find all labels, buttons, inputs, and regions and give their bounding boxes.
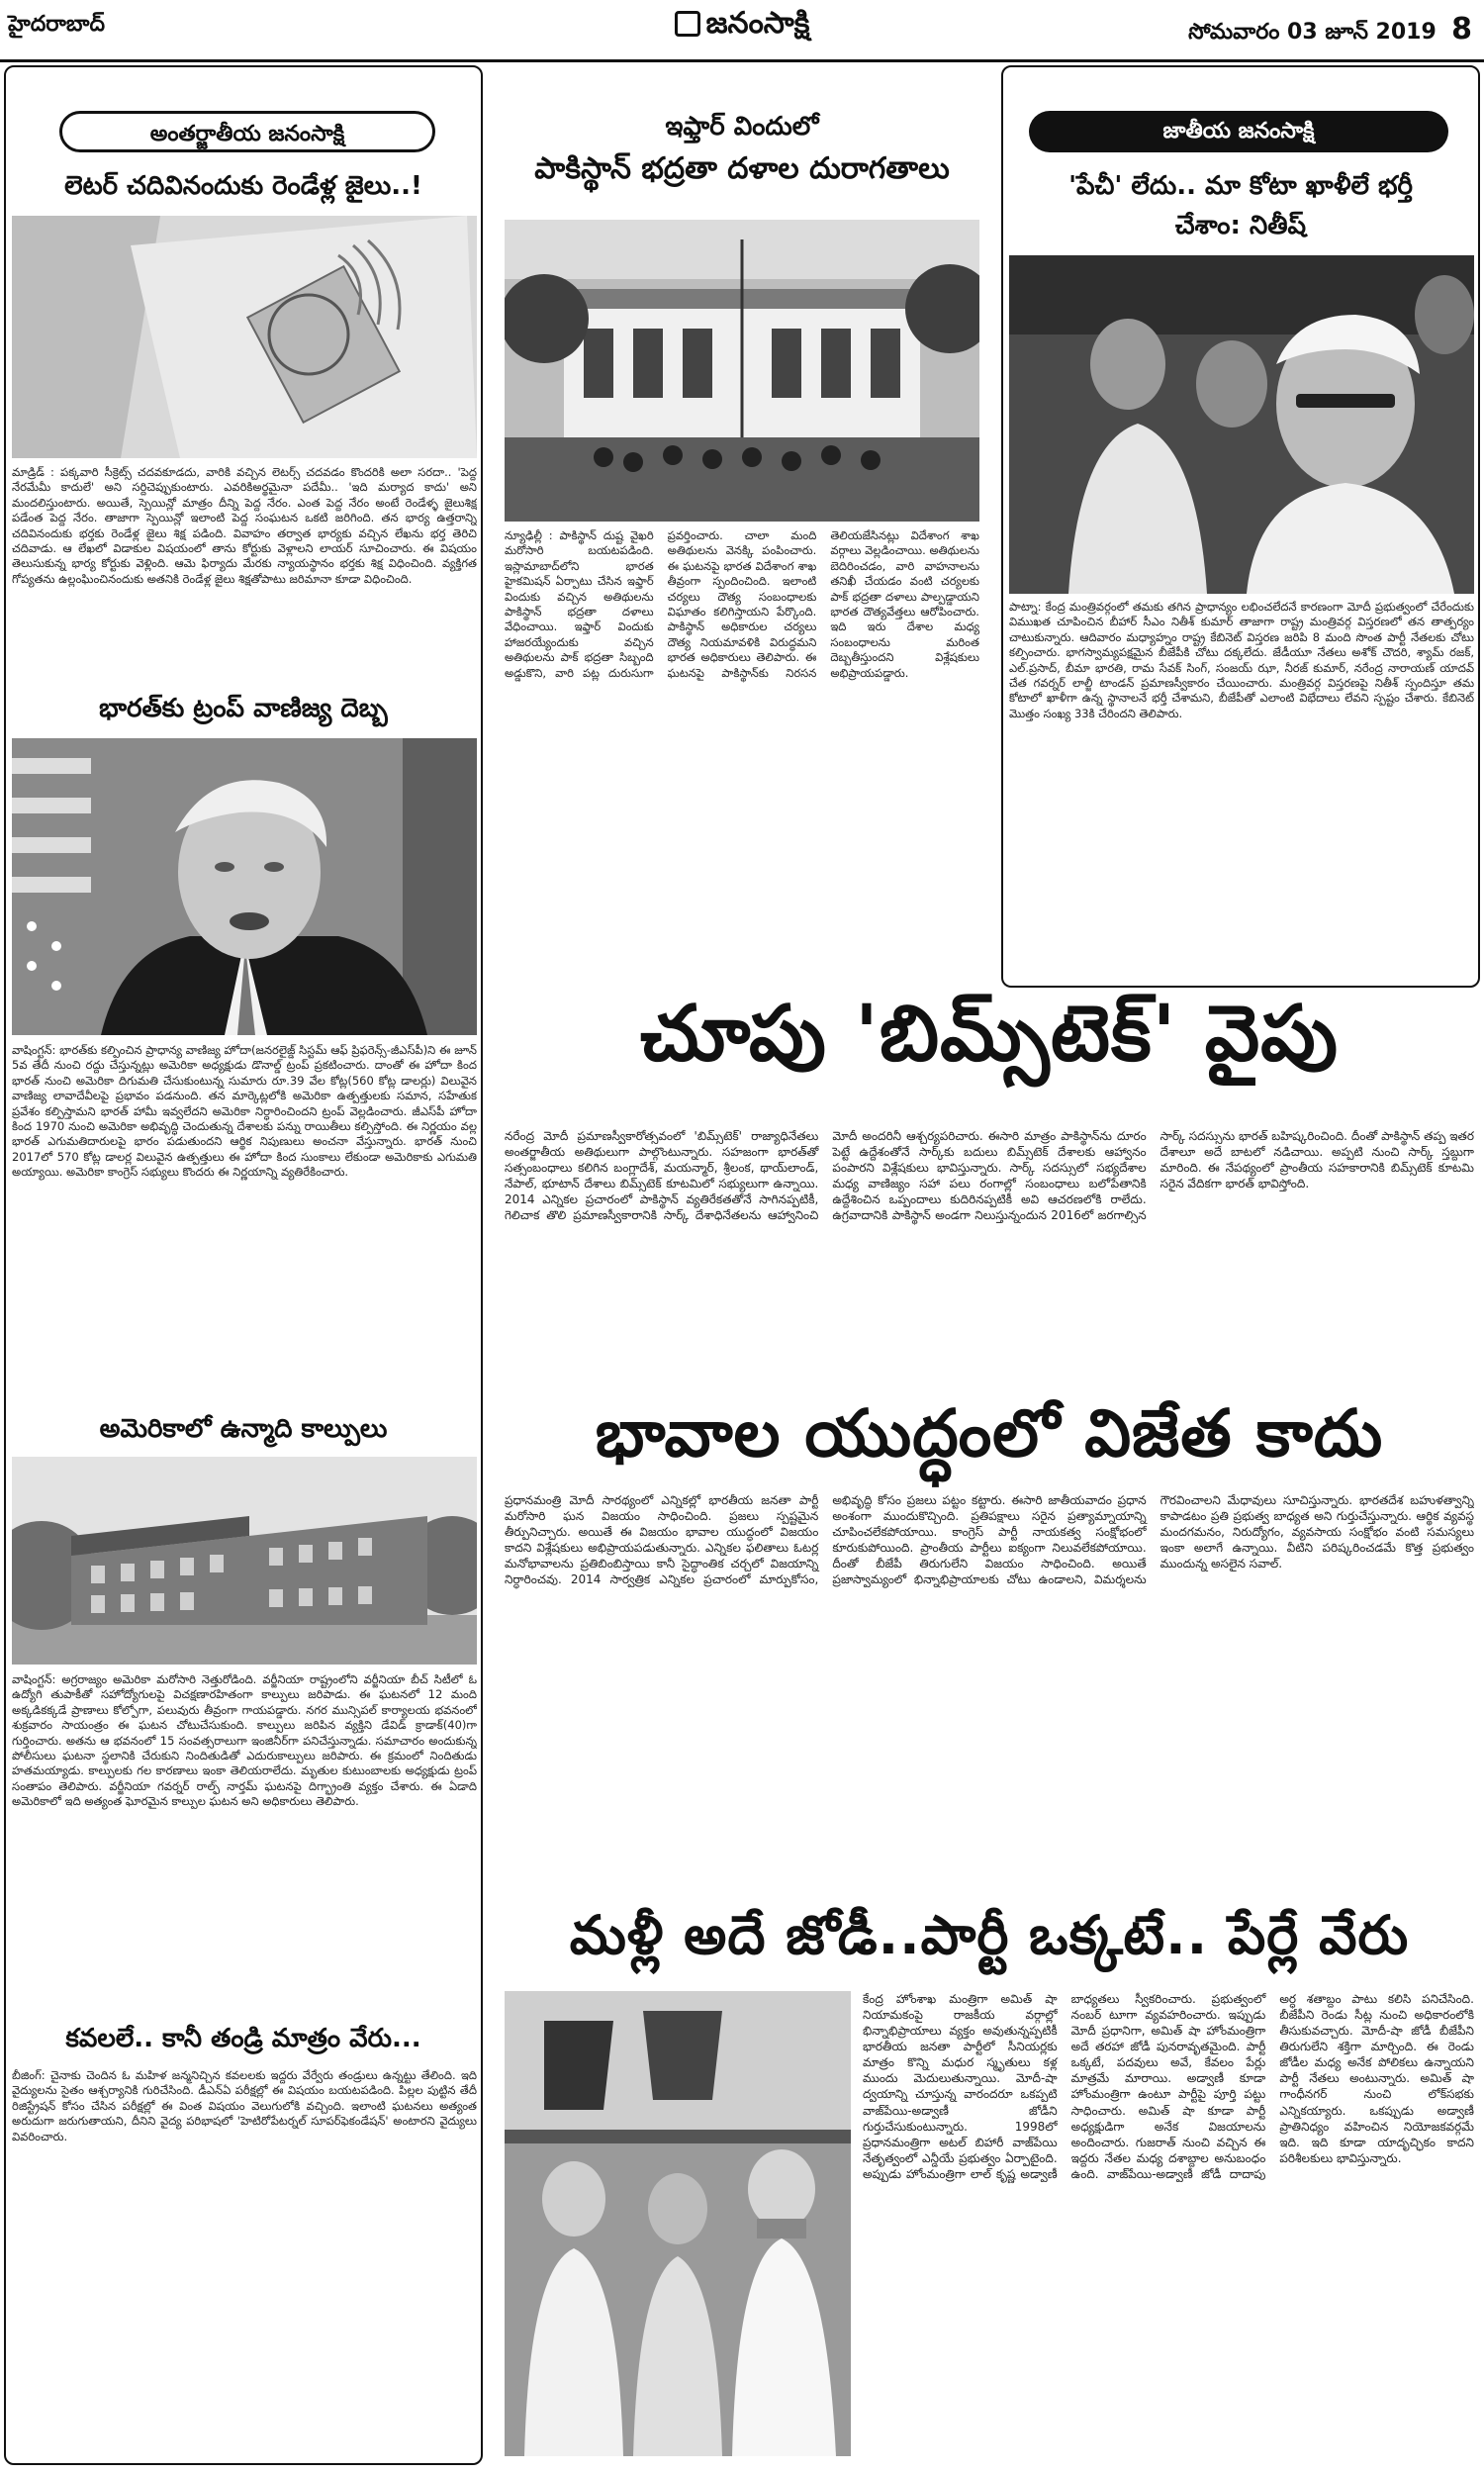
- america-headline: అమెరికాలో ఉన్మాది కాల్పులు: [99, 1414, 388, 1444]
- jodi-photo: [505, 1991, 851, 2456]
- nitish-photo: [1009, 255, 1474, 594]
- stamped-letter-image: [12, 216, 477, 458]
- trump-photo: [12, 738, 477, 1035]
- yuddham-headline: భావాల యుద్ధంలో విజేత కాదు: [595, 1395, 1384, 1472]
- bimstec-body: నరేంద్ర మోదీ ప్రమాణస్వీకారోత్సవంలో 'బిమ్స్‌టెక్' రాజ్యాధినేతలు అంతర్జాతీయ అతిథులుగా పాల్గొంటున్నారు. సహజంగా భారత్‌తో సత్సంబంధాలు కలిగిన బంగ్లాదేశ్, మయన్మార్, శ్రీలంక, థాయ్‌లాండ్, నేపాల్, భూటాన్ దేశాలు బిమ్స్‌టెక్ కూటమిలో సభ్యులుగా ఉన్నాయి. 2014 ఎన్నికల ప్రచారంలో పాకిస్థాన్ వ్యతిరేకతతోనే సాగినప్పటికీ, గెలిచాక తొలి ప్రమాణస్వీకారానికి సార్క్ దేశాధినేతలను ఆహ్వానించి మోదీ అందరినీ ఆశ్చర్యపరిచారు. ఈసారి మాత్రం పాకిస్థాన్‌ను దూరం పెట్టే ఉద్దేశంతోనే సార్క్‌కు బదులు బిమ్స్‌టెక్ దేశాలకు ఆహ్వానం పంపారని విశ్లేషకులు భావిస్తున్నారు. సార్క్ సదస్సులో సభ్యదేశాల మధ్య వాణిజ్యం సహా పలు రంగాల్లో సంబంధాలు బలోపేతానికి ఉద్దేశించిన ఒప్పందాలు కుదిరినప్పటికీ అవి ఆచరణలోకి రాలేదు. ఉగ్రవాదానికి పాకిస్థాన్ అండగా నిలుస్తున్నందున 2016లో జరగాల్సిన సార్క్ సదస్సును భారత్ బహిష్కరించింది. దీంతో పాకిస్థాన్ తప్ప ఇతర దేశాలూ అదే బాటలో నడిచాయి. అప్పటి నుంచి సార్క్ స్తబ్దుగా మారింది. ఈ నేపథ్యంలో ప్రాంతీయ సహకారానికి బిమ్స్‌టెక్ కూటమి సరైన వేదికగా భారత్ భావిస్తోంది.: [505, 1129, 1474, 1223]
- iftar-headline-line1: ఇఫ్తార్ విందులో: [665, 112, 819, 142]
- letter-body: మాడ్రిడ్ : పక్కవారి సీక్రెట్స్ చదవకూడదు, వారికి వచ్చిన లెటర్స్ చదవడం కొందరికి అలా సరదా.. 'పెద్ద నేరమేమీ కాదులే' అని సర్దిచెప్పుకుంటారు. ఎవరికిఅర్థమైనా పదేమీ.. 'ఇది మర్యాద కాదు' అని మందలిస్తుంటారు. అయితే, స్పెయిన్లో మాత్రం దీన్ని పెద్ద నేరం. ఎంత పెద్ద నేరం అంటే రెండేళ్ళ జైలుశిక్ష పడేంత పెద్ద నేరం. తాజాగా స్పెయిన్లో ఇలాంటి పెద్ద సంఘటన ఒకటి జరిగింది. తన భార్య ఉత్తరాన్ని చదివినందుకు భర్తకు రెండేళ్ల జైలు శిక్ష పడింది. వివాహం తర్వాత భార్యకు వచ్చిన లేఖను భర్త తెరిచి చదివాడు. ఆ లేఖలో విడాకుల విషయంలో తాను కోర్టుకు వెళ్లాలని లాయర్ సూచించారు. ఈ విషయం తెలుసుకున్న భార్య కోర్టుకు వెళ్లింది. ఆమె ఫిర్యాదు మేరకు న్యాయస్థానం భర్తకు శిక్ష విధించింది. వ్యక్తిగత గోప్యతను ఉల్లంఘించినందుకు అతనికి రెండేళ్ల జైలు శిక్షతోపాటు జరిమానా కూడా విధించింది.: [12, 465, 477, 586]
- america-body: వాషింగ్టన్: అగ్రరాజ్యం అమెరికా మరోసారి నెత్తురోడింది. వర్జీనియా రాష్ట్రంలోని వర్జీనియా బీచ్ సిటీలో ఓ ఉద్యోగి తుపాకీతో సహోద్యోగులపై విచక్షణారహితంగా కాల్పులు జరిపాడు. ఈ ఘటనలో 12 మంది అక్కడికక్కడే ప్రాణాలు కోల్పోగా, పలువురు తీవ్రంగా గాయపడ్డారు. నగర మున్సిపల్ కార్యాలయ భవనంలో శుక్రవారం సాయంత్రం ఈ ఘటన చోటుచేసుకుంది. కాల్పులు జరిపిన వ్యక్తిని డేవిడ్ క్రాడాక్(40)గా గుర్తించారు. అతను ఆ భవనంలో 15 సంవత్సరాలుగా ఇంజినీర్‌గా పనిచేస్తున్నాడు. సమాచారం అందుకున్న పోలీసులు ఘటనా స్థలానికి చేరుకుని నిందితుడితో ఎదురుకాల్పులు జరిపారు. ఈ క్రమంలో నిందితుడు హతమయ్యాడు. కాల్పులకు గల కారణాలు ఇంకా తెలియరాలేదు. మృతుల కుటుంబాలకు అధ్యక్షుడు ట్రంప్ సంతాపం తెలిపారు. వర్జీనియా గవర్నర్ రాల్ఫ్ నార్తమ్ ఘటనపై దిగ్భ్రాంతి వ్యక్తం చేశారు. ఈ ఏడాది అమెరికాలో ఇది అత్యంత ఘోరమైన కాల్పుల ఘటన అని అధికారులు తెలిపారు.: [12, 1672, 477, 1809]
- issue-date: సోమవారం 03 జూన్ 2019: [1188, 20, 1437, 45]
- masthead-title: జనంసాక్షి: [705, 6, 810, 41]
- kavalalu-headline: కవలలే.. కానీ తండ్రి మాత్రం వేరు...: [65, 2024, 421, 2053]
- trump-headline: భారత్‌కు ట్రంప్ వాణిజ్య దెబ్బ: [99, 694, 388, 723]
- letter-photo: [12, 216, 477, 458]
- nitish-headline-line1: 'పేచీ' లేదు.. మా కోటా ఖాళీలే భర్తీ: [1068, 171, 1413, 201]
- municipal-building-image: [12, 1457, 477, 1665]
- header-right: [1188, 12, 1472, 49]
- city-label: హైదరాబాద్: [8, 12, 105, 37]
- high-commission-building-image: [505, 220, 979, 522]
- masthead: [633, 6, 851, 48]
- nitish-kumar-image: [1009, 255, 1474, 594]
- yuddham-body: ప్రధానమంత్రి మోదీ సారథ్యంలో ఎన్నికల్లో భారతీయ జనతా పార్టీ మరోసారి ఘన విజయం సాధించింది. ప్రజలు స్పష్టమైన తీర్పునిచ్చారు. అయితే ఈ విజయం భావాల యుద్ధంలో విజయం కాదని విశ్లేషకులు అభిప్రాయపడుతున్నారు. ఎన్నికల ఫలితాలు ఓటర్ల మనోభావాలను ప్రతిబింబిస్తాయి కానీ సైద్ధాంతిక చర్చలో విజయాన్ని నిర్ధారించవు. 2014 సార్వత్రిక ఎన్నికల ప్రచారంలో మార్పుకోసం, అభివృద్ధి కోసం ప్రజలు పట్టం కట్టారు. ఈసారి జాతీయవాదం ప్రధాన అంశంగా ముందుకొచ్చింది. ప్రతిపక్షాలు సరైన ప్రత్యామ్నాయాన్ని చూపించలేకపోయాయి. కాంగ్రెస్ పార్టీ నాయకత్వ సంక్షోభంలో కూరుకుపోయింది. ప్రాంతీయ పార్టీలు ఐక్యంగా నిలువలేకపోయాయి. దీంతో బీజేపీ తిరుగులేని విజయం సాధించింది. అయితే ప్రజాస్వామ్యంలో భిన్నాభిప్రాయాలకు చోటు ఉండాలని, విమర్శలను గౌరవించాలని మేధావులు సూచిస్తున్నారు. భారతదేశ బహుళత్వాన్ని కాపాడటం ప్రతి ప్రభుత్వ బాధ్యత అని గుర్తుచేస్తున్నారు. ఆర్థిక వ్యవస్థ మందగమనం, నిరుద్యోగం, వ్యవసాయ సంక్షోభం వంటి సమస్యలు ఇంకా అలాగే ఉన్నాయి. వీటిని పరిష్కరించడమే కొత్త ప్రభుత్వం ముందున్న అసలైన సవాల్.: [505, 1493, 1474, 1587]
- america-photo: [12, 1457, 477, 1665]
- jodi-headline: మళ్లీ అదే జోడీ..పార్టీ ఒక్కటే.. పేర్లే వేరు: [569, 1904, 1410, 1966]
- letter-headline: లెటర్ చదివినందుకు రెండేళ్ల జైలు..!: [64, 171, 422, 201]
- bimstec-headline: చూపు 'బిమ్స్‌టెక్' వైపు: [639, 990, 1339, 1079]
- page-number: 8: [1451, 12, 1472, 47]
- national-section-tag: జాతీయ జనంసాక్షి: [1029, 111, 1448, 152]
- international-section-tag: అంతర్జాతీయ జనంసాక్షి: [59, 111, 435, 152]
- iftar-headline-line2: పాకిస్థాన్ భద్రతా దళాల దురాగతాలు: [534, 151, 950, 186]
- trump-body: వాషింగ్టన్: భారత్‌కు కల్పించిన ప్రాధాన్య వాణిజ్య హోదా(జనరలైజ్డ్ సిస్టమ్ ఆఫ్ ప్రిఫరెన్స్‌-జీఎస్‌పీ)ని ఈ జూన్ 5వ తేదీ నుంచి రద్దు చేస్తున్నట్లు అమెరికా అధ్యక్షుడు డొనాల్డ్ ట్రంప్ ప్రకటించారు. దాంతో ఈ హోదా కింద భారత్ నుంచి అమెరికా దిగుమతి చేసుకుంటున్న సుమారు రూ.39 వేల కోట్ల(560 కోట్ల డాలర్లు) విలువైన వాణిజ్య లావాదేవీలపై ప్రభావం పడనుంది. తన మార్కెట్లలోకి అమెరికా ఉత్పత్తులకు సమాన, సహేతుక ప్రవేశం కల్పిస్తామని భారత్ హామీ ఇవ్వలేదని అమెరికా నిర్ధారించిందని ట్రంప్ వెల్లడించారు. జీఎస్‌పీ హోదా కింద 1970 నుంచి అమెరికా అభివృద్ధి చెందుతున్న దేశాలకు పన్ను రాయితీలు కల్పిస్తోంది. ఈ నిర్ణయం వల్ల భారత్ ఎగుమతిదారులపై భారం పడుతుందని ఆర్థిక నిపుణులు అంచనా వేస్తున్నారు. భారత్ నుంచి 2017లో 570 కోట్ల డాలర్ల విలువైన ఉత్పత్తులు ఈ హోదా కింద సుంకాలు లేకుండా అమెరికాకు ఎగుమతి అయ్యాయి. అమెరికా కాంగ్రెస్ సభ్యులు కొందరు ఈ నిర్ణయాన్ని వ్యతిరేకించారు.: [12, 1043, 477, 1180]
- kavalalu-body: బీజింగ్: చైనాకు చెందిన ఓ మహిళ జన్మనిచ్చిన కవలలకు ఇద్దరు వేర్వేరు తండ్రులు ఉన్నట్టు తేలింది. ఇది వైద్యులను సైతం ఆశ్చర్యానికి గురిచేసింది. డీఎన్ఏ పరీక్షల్లో ఈ విషయం బయటపడింది. పిల్లల పుట్టిన తేదీ రిజిస్ట్రేషన్ కోసం చేసిన పరీక్షల్లో ఈ వింత విషయం వెలుగులోకి వచ్చింది. ఇలాంటి ఘటనలు అత్యంత అరుదుగా జరుగుతాయని, దీనిని వైద్య పరిభాషలో 'హెటిరోపేటర్నల్ సూపర్‌ఫెకండేషన్' అంటారని వైద్యులు వివరించారు.: [12, 2068, 477, 2143]
- iftar-body: న్యూఢిల్లీ : పాకిస్థాన్ దుష్ట వైఖరి మరోసారి బయటపడింది. ఇస్లామాబాద్‌లోని భారత హైకమిషన్ ఏర్పాటు చేసిన ఇఫ్తార్ విందుకు వచ్చిన అతిథులను పాకిస్థాన్ భద్రతా దళాలు వేధించాయి. ఇఫ్తార్ విందుకు హాజరయ్యేందుకు వచ్చిన అతిథులను పాక్ భద్రతా సిబ్బంది అడ్డుకొని, వారి పట్ల దురుసుగా ప్రవర్తించారు. చాలా మంది అతిథులను వెనక్కి పంపించారు. ఈ ఘటనపై భారత విదేశాంగ శాఖ తీవ్రంగా స్పందించింది. ఇలాంటి చర్యలు దౌత్య సంబంధాలకు విఘాతం కలిగిస్తాయని పేర్కొంది. పాకిస్థాన్ అధికారుల చర్యలు దౌత్య నియమావళికి విరుద్ధమని భారత అధికారులు తెలిపారు. ఈ ఘటనపై పాకిస్థాన్‌కు నిరసన తెలియజేసినట్లు విదేశాంగ శాఖ వర్గాలు వెల్లడించాయి. అతిథులను బెదిరించడం, వారి వాహనాలను తనిఖీ చేయడం వంటి చర్యలకు పాక్ భద్రతా దళాలు పాల్పడ్డాయని భారత దౌత్యవేత్తలు ఆరోపించారు. ఇది ఇరు దేశాల మధ్య సంబంధాలను మరింత దెబ్బతీస్తుందని విశ్లేషకులు అభిప్రాయపడ్డారు.: [505, 528, 979, 680]
- iftar-photo: [505, 220, 979, 522]
- bjp-leaders-image: [505, 1991, 851, 2456]
- nitish-body: పాట్నా: కేంద్ర మంత్రివర్గంలో తమకు తగిన ప్రాధాన్యం లభించలేదనే కారణంగా మోదీ ప్రభుత్వంలో చేరేందుకు విముఖత చూపించిన బీహార్ సీఎం నితీశ్ కుమార్ తాజాగా రాష్ట్ర మంత్రివర్గ విస్తరణలో తన తాత్పర్యం చాటుకున్నారు. ఆదివారం మధ్యాహ్నం రాష్ట్ర కేబినెట్ విస్తరణ జరిపి 8 మంది సొంత పార్టీ నేతలకు చోటు కల్పించారు. భాగస్వామ్యపక్షమైన బీజేపీకి చోటు దక్కలేదు. జేడీయూ నేతలు అశోక్ చౌదరి, శ్యామ్ రజక్, ఎల్.ప్రసాద్, బీమా భారతి, రామ సేవక్ సింగ్, సంజయ్ ఝా, నీరజ్ కుమార్, నరేంద్ర నారాయణ్ యాదవ్ చేత గవర్నర్ లాల్జీ టాండన్ ప్రమాణస్వీకారం చేయించారు. మంత్రివర్గ విస్తరణపై నితీశ్ స్పందిస్తూ తమ కోటాలో ఖాళీగా ఉన్న స్థానాలనే భర్తీ చేశామని, బీజేపీతో ఎలాంటి విభేదాలు లేవని స్పష్టం చేశారు. కేబినెట్ మొత్తం సంఖ్య 33కి చేరిందని తెలిపారు.: [1009, 600, 1474, 720]
- donald-trump-image: [12, 738, 477, 1035]
- header-rule: [0, 59, 1484, 62]
- masthead-logo-icon: [675, 11, 700, 37]
- jodi-body: కేంద్ర హోంశాఖ మంత్రిగా అమిత్ షా నియామకంపై రాజకీయ వర్గాల్లో భిన్నాభిప్రాయాలు వ్యక్తం అవుతున్నప్పటికీ భారతీయ జనతా పార్టీలో సీనియర్లకు మాత్రం కొన్ని మధుర స్మృతులు కళ్ల ముందు మెదులుతున్నాయి. మోదీ-షా ద్వయాన్ని చూస్తున్న వారందరూ ఒకప్పటి వాజ్‌పేయి-అడ్వాణీ జోడీని గుర్తుచేసుకుంటున్నారు. 1998లో ప్రధానమంత్రిగా అటల్ బిహారీ వాజ్‌పేయి నేతృత్వంలో ఎన్డీయే ప్రభుత్వం ఏర్పాటైంది. అప్పుడు హోంమంత్రిగా లాల్ కృష్ణ అడ్వాణీ బాధ్యతలు స్వీకరించారు. ప్రభుత్వంలో నంబర్ టూగా వ్యవహరించారు. ఇప్పుడు మోదీ ప్రధానిగా, అమిత్ షా హోంమంత్రిగా అదే తరహా జోడీ పునరావృతమైంది. పార్టీ ఒక్కటే, పదవులు అవే, కేవలం పేర్లు మాత్రమే మారాయి. అడ్వాణీ కూడా హోంమంత్రిగా ఉంటూ పార్టీపై పూర్తి పట్టు సాధించారు. అమిత్ షా కూడా పార్టీ అధ్యక్షుడిగా అనేక విజయాలను అందించారు. గుజరాత్ నుంచి వచ్చిన ఈ ఇద్దరు నేతల మధ్య దశాబ్దాల అనుబంధం ఉంది. వాజ్‌పేయి-అడ్వాణీ జోడీ దాదాపు అర్ధ శతాబ్దం పాటు కలిసి పనిచేసింది. బీజేపీని రెండు సీట్ల నుంచి అధికారంలోకి తీసుకువచ్చారు. మోదీ-షా జోడీ బీజేపీని తిరుగులేని శక్తిగా మార్చింది. ఈ రెండు జోడీల మధ్య అనేక పోలికలు ఉన్నాయని పార్టీ నేతలు అంటున్నారు. అమిత్ షా గాంధీనగర్ నుంచి లోక్‌సభకు ఎన్నికయ్యారు. ఒకప్పుడు అడ్వాణీ ప్రాతినిధ్యం వహించిన నియోజకవర్గమే ఇది. ఇది కూడా యాదృచ్ఛికం కాదని పరిశీలకులు భావిస్తున్నారు.: [863, 1992, 1474, 2181]
- nitish-headline-line2: చేశాం: నితీష్: [1174, 211, 1307, 240]
